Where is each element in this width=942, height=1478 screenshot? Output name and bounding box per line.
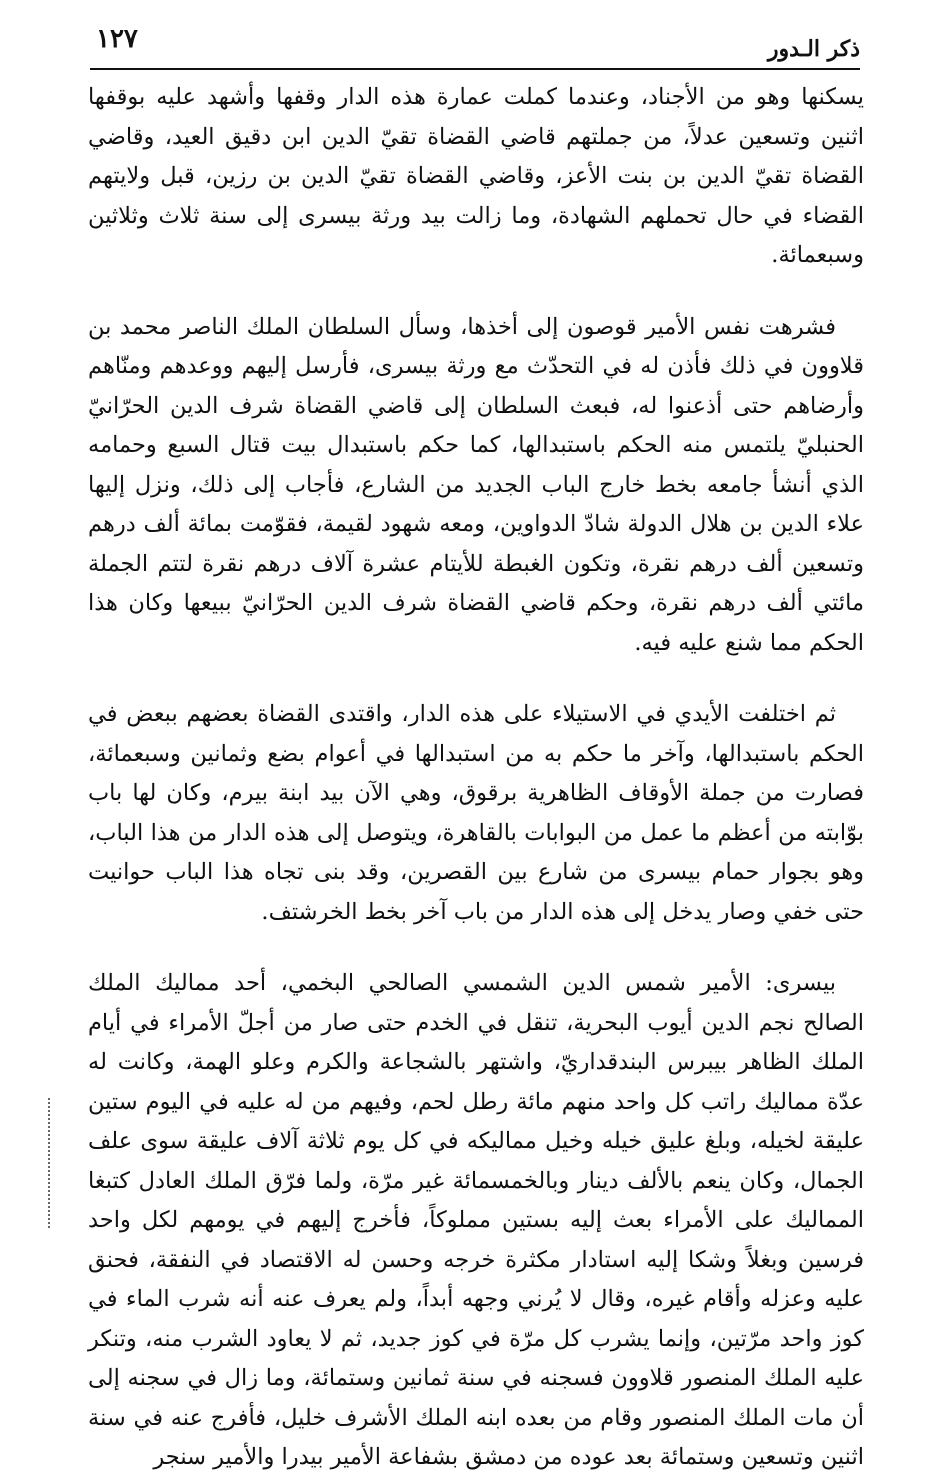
- running-header: [90, 22, 860, 70]
- page-body: [88, 78, 864, 1478]
- paragraph-1: يسكنها وهو من الأجناد، وعندما كملت عمارة هذه الدار وقفها وأشهد عليه بوقفها اثنين وتسعين عدلاً، من جملتهم قاضي القضاة تقيّ الدين ابن دقيق العيد، وقاضي القضاة تقيّ الدين بن بنت الأعز، وقاضي القضاة تقيّ الدين بن رزين، قبل ولايتهم القضاء في حال تحملهم الشهادة، وما زالت بيد ورثة بيسرى إلى سنة ثلاث وثلاثين وسبعمائة.: [88, 84, 864, 268]
- paragraph-4: بيسرى: الأمير شمس الدين الشمسي الصالحي البخمي، أحد مماليك الملك الصالح نجم الدين أيوب البحرية، تنقل في الخدم حتى صار من أجلّ الأمراء في أيام الملك الظاهر بيبرس البندقداريّ، واشتهر بالشجاعة والكرم وعلو الهمة، وكانت له عدّة مماليك راتب كل واحد منهم مائة رطل لحم، وفيهم من له عليه في اليوم ستين عليقة لخيله، وبلغ عليق خيله وخيل مماليكه في كل يوم ثلاثة آلاف عليقة سوى علف الجمال، وكان ينعم بالألف دينار وبالخمسمائة غير مرّة، ولما فرّق الملك العادل كتبغا المماليك على الأمراء بعث إليه بستين مملوكاً، فأخرج إليهم في يومهم لكل واحد فرسين وبغلاً وشكا إليه استادار مكثرة خرجه وحسن له الاقتصاد في النفقة، فحنق عليه وعزله وأقام غيره، وقال لا يُرني وجهه أبداً، ولم يعرف عنه أنه شرب الماء في كوز واحد مرّتين، وإنما يشرب كل مرّة في كوز جديد، ثم لا يعاود الشرب منه، وتنكر عليه الملك المنصور قلاوون فسجنه في سنة ثمانين وستمائة، وما زال في سجنه إلى أن مات الملك المنصور وقام من بعده ابنه الملك الأشرف خليل، فأفرج عنه في سنة اثنين وتسعين وستمائة بعد عوده من دمشق بشفاعة الأمير بيدرا والأمير سنجر: [88, 970, 864, 1470]
- paragraph-3: ثم اختلفت الأيدي في الاستيلاء على هذه الدار، واقتدى القضاة بعضهم ببعض في الحكم باستبدالها، وآخر ما حكم به من استبدالها في أعوام بضع وثمانين وسبعمائة، فصارت من جملة الأوقاف الظاهرية برقوق، وهي الآن بيد ابنة بيرم، وكان لها باب بوّابته من أعظم ما عمل من البوابات بالقاهرة، ويتوصل إلى هذه الدار من هذا الباب، وهو بجوار حمام بيسرى من شارع بين القصرين، وقد بنى تجاه هذا الباب حوانيت حتى خفي وصار يدخل إلى هذه الدار من باب آخر بخط الخرشتف.: [88, 701, 864, 925]
- paragraph-2: فشرهت نفس الأمير قوصون إلى أخذها، وسأل السلطان الملك الناصر محمد بن قلاوون في ذلك فأذن له في التحدّث مع ورثة بيسرى، فأرسل إليهم ووعدهم ومنّاهم وأرضاهم حتى أذعنوا له، فبعث السلطان إلى قاضي القضاة شرف الدين الحرّانيّ الحنبليّ يلتمس منه الحكم باستبدالها، كما حكم باستبدال بيت قتال السبع وحمامه الذي أنشأ جامعه بخط خارج الباب الجديد من الشارع، فأجاب إلى ذلك، ونزل إليها علاء الدين بن هلال الدولة شادّ الدواوين، ومعه شهود لقيمة، فقوّمت بمائة ألف درهم وتسعين ألف درهم نقرة، وتكون الغبطة للأيتام عشرة آلاف درهم نقرة لتتم الجملة مائتي ألف درهم نقرة، وحكم قاضي القضاة شرف الدين الحرّانيّ ببيعها وكان هذا الحكم مما شنع عليه فيه.: [88, 313, 864, 656]
- margin-scan-mark: [48, 1098, 52, 1228]
- page-number: ١٢٧: [96, 24, 138, 54]
- running-title: ذكر الـدور: [767, 36, 860, 62]
